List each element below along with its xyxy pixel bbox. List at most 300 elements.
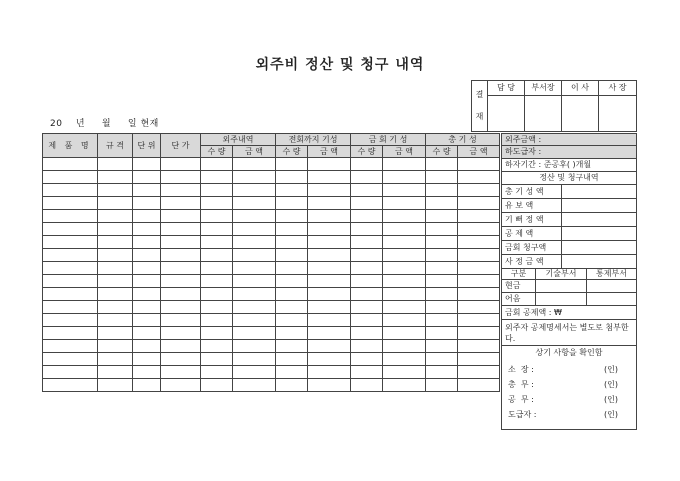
table-cell[interactable] [351, 171, 383, 184]
table-cell[interactable] [161, 171, 201, 184]
table-cell[interactable] [201, 327, 233, 340]
attachment-note: 외주자 공제명세서는 별도로 첨부한다. [502, 320, 637, 346]
table-cell[interactable] [383, 301, 426, 314]
table-cell[interactable] [133, 158, 161, 171]
table-cell[interactable] [426, 158, 458, 171]
table-cell[interactable] [308, 353, 351, 366]
table-cell[interactable] [161, 262, 201, 275]
table-cell[interactable] [383, 353, 426, 366]
table-cell[interactable] [351, 366, 383, 379]
table-cell[interactable] [308, 314, 351, 327]
table-cell[interactable] [426, 327, 458, 340]
table-cell[interactable] [201, 379, 233, 392]
subcontractor[interactable]: 하도급자 : [502, 146, 637, 159]
table-cell[interactable] [161, 366, 201, 379]
table-cell[interactable] [133, 340, 161, 353]
table-cell[interactable] [43, 275, 98, 288]
table-cell[interactable] [426, 171, 458, 184]
table-row [43, 275, 500, 288]
signer-row[interactable] [502, 392, 636, 407]
table-row [43, 158, 500, 171]
table-cell[interactable] [276, 301, 308, 314]
table-cell[interactable] [276, 275, 308, 288]
table-cell[interactable] [98, 288, 133, 301]
table-cell[interactable] [98, 236, 133, 249]
table-cell[interactable] [458, 379, 500, 392]
table-cell[interactable] [201, 158, 233, 171]
table-cell[interactable] [426, 340, 458, 353]
table-cell[interactable] [458, 171, 500, 184]
table-cell[interactable] [351, 314, 383, 327]
item-total: 총 기 성 액 [502, 185, 562, 199]
table-cell[interactable] [383, 379, 426, 392]
table-cell[interactable] [351, 249, 383, 262]
subheader-qty: 수 량 [276, 146, 308, 158]
table-cell[interactable] [383, 249, 426, 262]
header-product: 제 품 명 [43, 134, 98, 158]
table-cell[interactable] [426, 236, 458, 249]
table-cell[interactable] [43, 366, 98, 379]
table-row [43, 314, 500, 327]
table-cell[interactable] [308, 301, 351, 314]
table-cell[interactable] [133, 353, 161, 366]
table-row [43, 262, 500, 275]
table-cell[interactable] [233, 288, 276, 301]
signer-role: 도급자 : [508, 410, 537, 419]
table-cell[interactable] [308, 288, 351, 301]
side-panel [501, 133, 637, 430]
approval-label [472, 81, 488, 132]
table-cell[interactable] [308, 210, 351, 223]
table-cell[interactable] [161, 275, 201, 288]
table-cell[interactable] [351, 340, 383, 353]
table-cell[interactable] [351, 184, 383, 197]
subheader-qty: 수 량 [426, 146, 458, 158]
approval-header: 담 당 [488, 81, 525, 96]
table-cell[interactable] [43, 223, 98, 236]
table-cell[interactable] [458, 275, 500, 288]
item-value[interactable] [562, 255, 637, 269]
table-row [43, 184, 500, 197]
approval-label-bottom: 재 [475, 112, 484, 121]
division-note: 어음 [502, 293, 536, 306]
table-row [43, 171, 500, 184]
table-cell[interactable] [458, 301, 500, 314]
table-cell[interactable] [276, 210, 308, 223]
current-deduction[interactable]: 금회 공제액 : ₩ [502, 306, 637, 320]
confirm-text: 상기 사항을 확인함 [535, 348, 603, 357]
table-cell[interactable] [458, 353, 500, 366]
table-cell[interactable] [43, 327, 98, 340]
table-cell[interactable] [233, 301, 276, 314]
table-cell[interactable] [201, 340, 233, 353]
table-cell[interactable] [458, 366, 500, 379]
warranty-period[interactable]: 하자기간 : 준공후( )개월 [502, 159, 637, 172]
table-cell[interactable] [201, 197, 233, 210]
table-row [43, 353, 500, 366]
table-cell[interactable] [276, 327, 308, 340]
table-cell[interactable] [161, 197, 201, 210]
signer-list [502, 362, 636, 422]
table-cell[interactable] [201, 249, 233, 262]
subheader-amount: 금 액 [308, 146, 351, 158]
table-cell[interactable] [201, 301, 233, 314]
table-cell[interactable] [201, 171, 233, 184]
table-cell[interactable] [133, 379, 161, 392]
table-cell[interactable] [43, 340, 98, 353]
table-cell[interactable] [233, 171, 276, 184]
header-current: 금 회 기 성 [351, 134, 426, 146]
table-cell[interactable] [233, 158, 276, 171]
table-cell[interactable] [276, 223, 308, 236]
table-cell[interactable] [98, 340, 133, 353]
table-cell[interactable] [233, 249, 276, 262]
table-cell[interactable] [233, 275, 276, 288]
table-cell[interactable] [161, 236, 201, 249]
table-cell[interactable] [426, 275, 458, 288]
table-cell[interactable] [98, 223, 133, 236]
item-value[interactable] [562, 227, 637, 241]
seal-mark: (인) [604, 380, 619, 389]
table-cell[interactable] [43, 262, 98, 275]
item-deduction: 공 제 액 [502, 227, 562, 241]
table-cell[interactable] [351, 223, 383, 236]
header-price: 단 가 [161, 134, 201, 158]
table-cell[interactable] [458, 236, 500, 249]
table-cell[interactable] [233, 223, 276, 236]
table-cell[interactable] [133, 184, 161, 197]
settlement-table [42, 133, 500, 392]
approval-table [471, 80, 637, 132]
table-cell[interactable] [426, 262, 458, 275]
division-label: 구분 [502, 269, 536, 280]
signer-role: 총 무 : [508, 380, 534, 389]
table-cell[interactable] [351, 301, 383, 314]
item-value[interactable] [562, 213, 637, 227]
table-cell[interactable] [133, 314, 161, 327]
seal-mark: (인) [604, 365, 619, 374]
table-cell[interactable] [458, 184, 500, 197]
table-cell[interactable] [133, 327, 161, 340]
table-cell[interactable] [458, 340, 500, 353]
approval-sign-cell[interactable] [599, 96, 637, 132]
table-cell[interactable] [233, 184, 276, 197]
table-cell[interactable] [43, 210, 98, 223]
table-cell[interactable] [43, 184, 98, 197]
table-cell[interactable] [426, 197, 458, 210]
table-cell[interactable] [233, 366, 276, 379]
table-cell[interactable] [43, 197, 98, 210]
table-cell[interactable] [133, 197, 161, 210]
table-cell[interactable] [161, 340, 201, 353]
table-cell[interactable] [276, 236, 308, 249]
table-cell[interactable] [43, 301, 98, 314]
table-row [43, 288, 500, 301]
item-claim: 금회 청구액 [502, 241, 562, 255]
table-cell[interactable] [383, 171, 426, 184]
table-cell[interactable] [233, 262, 276, 275]
signer-row[interactable] [502, 362, 636, 377]
outsourcing-amount[interactable]: 외주금액 : [502, 134, 637, 146]
table-cell[interactable] [426, 379, 458, 392]
table-cell[interactable] [161, 158, 201, 171]
table-cell[interactable] [383, 158, 426, 171]
subheader-amount: 금 액 [458, 146, 500, 158]
division-cell[interactable] [587, 280, 637, 293]
table-cell[interactable] [308, 366, 351, 379]
table-cell[interactable] [351, 275, 383, 288]
table-cell[interactable] [383, 327, 426, 340]
table-cell[interactable] [161, 353, 201, 366]
table-cell[interactable] [276, 314, 308, 327]
table-cell[interactable] [98, 158, 133, 171]
table-cell[interactable] [43, 249, 98, 262]
item-value[interactable] [562, 241, 637, 255]
table-cell[interactable] [308, 249, 351, 262]
table-cell[interactable] [458, 262, 500, 275]
table-cell[interactable] [233, 327, 276, 340]
table-cell[interactable] [233, 314, 276, 327]
header-prev: 전회까지 기성 [276, 134, 351, 146]
table-cell[interactable] [276, 288, 308, 301]
table-cell[interactable] [351, 236, 383, 249]
table-cell[interactable] [133, 236, 161, 249]
table-cell[interactable] [276, 340, 308, 353]
page-title: 외주비 정산 및 청구 내역 [255, 57, 425, 73]
table-cell[interactable] [98, 262, 133, 275]
subheader-qty: 수 량 [351, 146, 383, 158]
table-cell[interactable] [98, 353, 133, 366]
division-cell[interactable] [536, 280, 587, 293]
table-cell[interactable] [161, 301, 201, 314]
table-cell[interactable] [161, 327, 201, 340]
header-total: 총 기 성 [426, 134, 500, 146]
table-cell[interactable] [276, 249, 308, 262]
table-row [43, 340, 500, 353]
table-cell[interactable] [426, 210, 458, 223]
table-cell[interactable] [43, 353, 98, 366]
table-cell[interactable] [98, 275, 133, 288]
table-cell[interactable] [43, 171, 98, 184]
table-cell[interactable] [383, 288, 426, 301]
division-control: 통제부서 [587, 269, 637, 280]
table-cell[interactable] [458, 314, 500, 327]
table-cell[interactable] [276, 379, 308, 392]
table-cell[interactable] [161, 249, 201, 262]
table-cell[interactable] [201, 262, 233, 275]
table-cell[interactable] [201, 184, 233, 197]
table-cell[interactable] [233, 379, 276, 392]
table-cell[interactable] [201, 210, 233, 223]
table-cell[interactable] [201, 223, 233, 236]
table-cell[interactable] [383, 223, 426, 236]
table-cell[interactable] [161, 184, 201, 197]
table-cell[interactable] [98, 249, 133, 262]
table-cell[interactable] [233, 353, 276, 366]
table-cell[interactable] [458, 197, 500, 210]
table-cell[interactable] [383, 366, 426, 379]
approval-sign-cell[interactable] [562, 96, 599, 132]
table-cell[interactable] [161, 223, 201, 236]
table-cell[interactable] [383, 210, 426, 223]
table-cell[interactable] [233, 210, 276, 223]
table-cell[interactable] [276, 171, 308, 184]
table-cell[interactable] [351, 288, 383, 301]
table-cell[interactable] [133, 171, 161, 184]
item-value[interactable] [562, 199, 637, 213]
table-cell[interactable] [43, 236, 98, 249]
table-cell[interactable] [98, 327, 133, 340]
table-cell[interactable] [308, 197, 351, 210]
approval-header: 이 사 [562, 81, 599, 96]
table-row [43, 379, 500, 392]
table-cell[interactable] [308, 223, 351, 236]
table-cell[interactable] [308, 275, 351, 288]
table-cell[interactable] [308, 340, 351, 353]
table-cell[interactable] [201, 275, 233, 288]
table-cell[interactable] [383, 314, 426, 327]
table-row [43, 236, 500, 249]
table-cell[interactable] [233, 236, 276, 249]
table-cell[interactable] [276, 197, 308, 210]
table-cell[interactable] [133, 366, 161, 379]
table-cell[interactable] [98, 379, 133, 392]
table-cell[interactable] [308, 236, 351, 249]
seal-mark: (인) [604, 410, 619, 419]
signer-row[interactable] [502, 377, 636, 392]
table-cell[interactable] [201, 366, 233, 379]
table-cell[interactable] [426, 314, 458, 327]
table-cell[interactable] [308, 379, 351, 392]
confirmation-block [502, 346, 637, 430]
table-cell[interactable] [426, 223, 458, 236]
table-cell[interactable] [308, 158, 351, 171]
section-title: 정산 및 청구내역 [502, 172, 637, 185]
table-cell[interactable] [458, 327, 500, 340]
table-cell[interactable] [43, 288, 98, 301]
table-cell[interactable] [98, 366, 133, 379]
header-unit: 단 위 [133, 134, 161, 158]
table-cell[interactable] [458, 288, 500, 301]
table-cell[interactable] [276, 366, 308, 379]
table-cell[interactable] [383, 340, 426, 353]
table-cell[interactable] [426, 353, 458, 366]
item-value[interactable] [562, 185, 637, 199]
division-cash: 현금 [502, 280, 536, 293]
table-cell[interactable] [426, 184, 458, 197]
table-row [43, 210, 500, 223]
table-cell[interactable] [351, 158, 383, 171]
table-cell[interactable] [351, 379, 383, 392]
table-cell[interactable] [43, 158, 98, 171]
table-cell[interactable] [161, 288, 201, 301]
table-row [43, 301, 500, 314]
table-cell[interactable] [426, 301, 458, 314]
table-cell[interactable] [383, 184, 426, 197]
table-cell[interactable] [458, 158, 500, 171]
table-cell[interactable] [201, 353, 233, 366]
table-cell[interactable] [351, 327, 383, 340]
approval-sign-cell[interactable] [525, 96, 562, 132]
seal-mark: (인) [604, 395, 619, 404]
approval-sign-cell[interactable] [488, 96, 525, 132]
table-cell[interactable] [98, 184, 133, 197]
table-cell[interactable] [351, 262, 383, 275]
table-cell[interactable] [98, 301, 133, 314]
subheader-qty: 수 량 [201, 146, 233, 158]
table-cell[interactable] [276, 184, 308, 197]
table-cell[interactable] [133, 262, 161, 275]
table-cell[interactable] [201, 236, 233, 249]
table-row [43, 249, 500, 262]
signer-row[interactable] [502, 407, 636, 422]
approval-header: 부서장 [525, 81, 562, 96]
table-cell[interactable] [458, 210, 500, 223]
table-cell[interactable] [426, 288, 458, 301]
date-line: 20 년 월 일 현재 [50, 119, 159, 129]
table-cell[interactable] [43, 314, 98, 327]
table-row [43, 366, 500, 379]
approval-header: 사 장 [599, 81, 637, 96]
table-cell[interactable] [276, 158, 308, 171]
division-cell[interactable] [536, 293, 587, 306]
table-cell[interactable] [351, 353, 383, 366]
table-cell[interactable] [133, 301, 161, 314]
table-cell[interactable] [133, 249, 161, 262]
table-cell[interactable] [458, 223, 500, 236]
table-cell[interactable] [98, 171, 133, 184]
table-cell[interactable] [233, 197, 276, 210]
table-cell[interactable] [276, 353, 308, 366]
table-cell[interactable] [308, 171, 351, 184]
table-cell[interactable] [458, 249, 500, 262]
table-cell[interactable] [351, 210, 383, 223]
table-cell[interactable] [276, 262, 308, 275]
table-cell[interactable] [351, 197, 383, 210]
table-cell[interactable] [383, 197, 426, 210]
table-cell[interactable] [161, 314, 201, 327]
table-cell[interactable] [201, 288, 233, 301]
table-cell[interactable] [233, 340, 276, 353]
table-cell[interactable] [43, 379, 98, 392]
signer-role: 공 무 : [508, 395, 534, 404]
item-prior: 기 뻐 정 액 [502, 213, 562, 227]
table-cell[interactable] [201, 314, 233, 327]
table-cell[interactable] [133, 210, 161, 223]
table-cell[interactable] [308, 327, 351, 340]
table-cell[interactable] [98, 197, 133, 210]
table-cell[interactable] [308, 184, 351, 197]
table-cell[interactable] [308, 262, 351, 275]
table-cell[interactable] [133, 223, 161, 236]
table-cell[interactable] [133, 288, 161, 301]
subheader-amount: 금 액 [233, 146, 276, 158]
table-cell[interactable] [426, 249, 458, 262]
table-cell[interactable] [426, 366, 458, 379]
table-cell[interactable] [98, 314, 133, 327]
table-cell[interactable] [161, 379, 201, 392]
table-cell[interactable] [383, 275, 426, 288]
table-cell[interactable] [383, 236, 426, 249]
table-cell[interactable] [98, 210, 133, 223]
table-cell[interactable] [133, 275, 161, 288]
division-tech: 기술부서 [536, 269, 587, 280]
item-retention: 유 보 액 [502, 199, 562, 213]
division-cell[interactable] [587, 293, 637, 306]
table-cell[interactable] [161, 210, 201, 223]
table-cell[interactable] [383, 262, 426, 275]
approval-label-top: 결 [475, 90, 484, 99]
